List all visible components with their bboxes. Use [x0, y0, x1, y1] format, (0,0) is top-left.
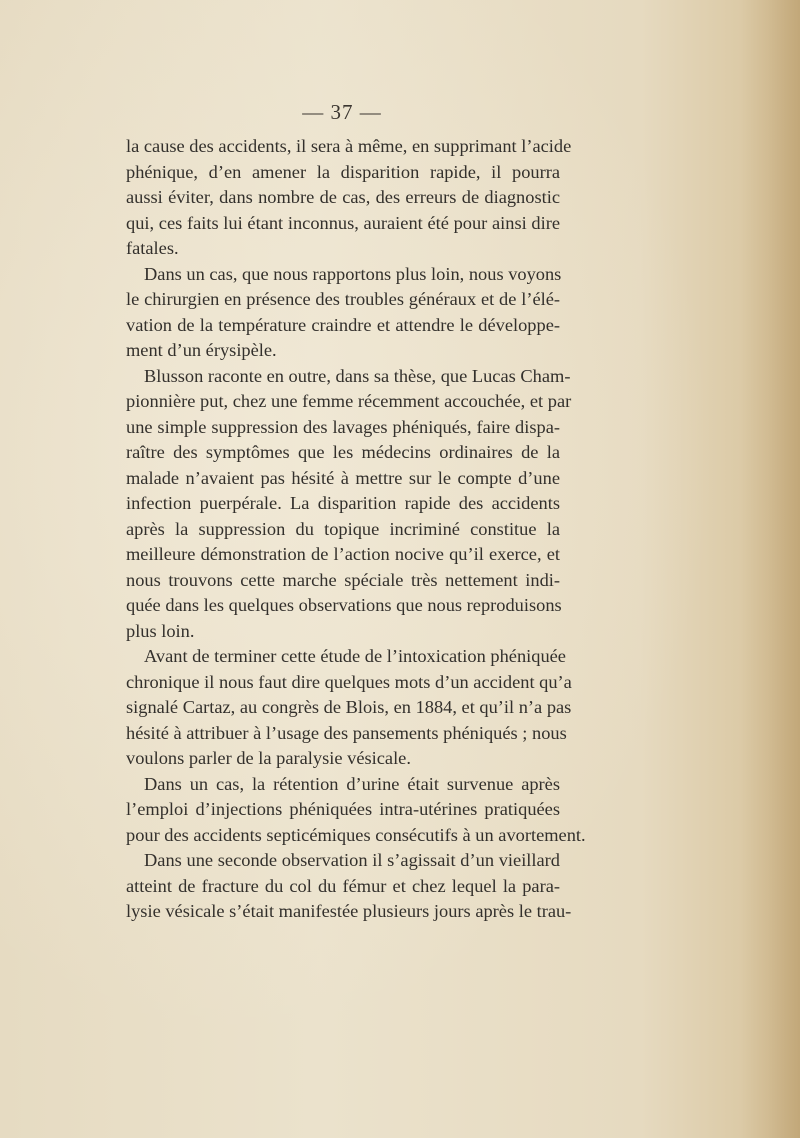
text-line: malade n’avaient pas hésité à mettre sur le compte d’une: [126, 467, 560, 488]
text-line: Blusson raconte en outre, dans sa thèse, que Lucas Cham-: [144, 365, 571, 386]
paragraph-3: [126, 364, 572, 645]
text-line: aussi éviter, dans nombre de cas, des erreurs de diagnostic: [126, 187, 560, 207]
text-line: quée dans les quelques observations que nous reproduisons: [126, 595, 562, 615]
text-line: plus loin.: [126, 620, 195, 641]
paragraph-4: [126, 644, 572, 772]
paragraph-2: [126, 262, 560, 364]
page-edge-shading: [740, 0, 800, 1138]
text-line: phénique, d’en amener la disparition rapide, il pourra: [126, 161, 560, 182]
text-line: qui, ces faits lui étant inconnus, auraient été pour ainsi dire: [126, 212, 560, 233]
text-line: voulons parler de la paralysie vésicale.: [126, 748, 411, 768]
text-line: lysie vésicale s’était manifestée plusieurs jours après le trau-: [126, 901, 572, 921]
text-line: hésité à attribuer à l’usage des pansements phéniqués ; nous: [126, 722, 567, 743]
text-line: infection puerpérale. La disparition rapide des accidents: [126, 493, 560, 513]
text-line: chronique il nous faut dire quelques mots d’un accident qu’a: [126, 671, 572, 692]
text-line: la cause des accidents, il sera à même, en supprimant l’acide: [126, 136, 572, 156]
text-line: meilleure démonstration de l’action nocive qu’il exerce, et: [126, 544, 560, 564]
paragraph-6: [126, 848, 572, 925]
text-line: Avant de terminer cette étude de l’intoxication phéniquée: [144, 646, 566, 666]
text-line: après la suppression du topique incriminé constitue la: [126, 518, 560, 539]
text-line: vation de la température craindre et attendre le développe-: [126, 314, 560, 335]
text-line: le chirurgien en présence des troubles généraux et de l’élé-: [126, 289, 560, 309]
page-number: — 37 —: [302, 100, 382, 124]
text-line: fatales.: [126, 238, 179, 258]
text-line: pour des accidents septicémiques consécutifs à un avortement.: [126, 824, 586, 845]
text-line: une simple suppression des lavages phéniqués, faire dispa-: [126, 416, 560, 437]
text-line: raître des symptômes que les médecins ordinaires de la: [126, 442, 560, 462]
text-line: ment d’un érysipèle.: [126, 340, 277, 360]
text-line: nous trouvons cette marche spéciale très nettement indi-: [126, 569, 560, 590]
text-line: l’emploi d’injections phéniquées intra-utérines pratiquées: [126, 799, 560, 819]
body-text: [126, 134, 586, 925]
text-line: pionnière put, chez une femme récemment accouchée, et par: [126, 391, 572, 411]
paragraph-1: [126, 134, 572, 262]
text-line: atteint de fracture du col du fémur et chez lequel la para-: [126, 875, 560, 896]
paragraph-5: [126, 772, 586, 849]
text-line: signalé Cartaz, au congrès de Blois, en 1884, et qu’il n’a pas: [126, 697, 572, 717]
text-line: Dans un cas, la rétention d’urine était survenue après: [144, 773, 560, 794]
text-line: Dans une seconde observation il s’agissait d’un vieillard: [144, 850, 560, 870]
text-line: Dans un cas, que nous rapportons plus loin, nous voyons: [144, 263, 562, 284]
